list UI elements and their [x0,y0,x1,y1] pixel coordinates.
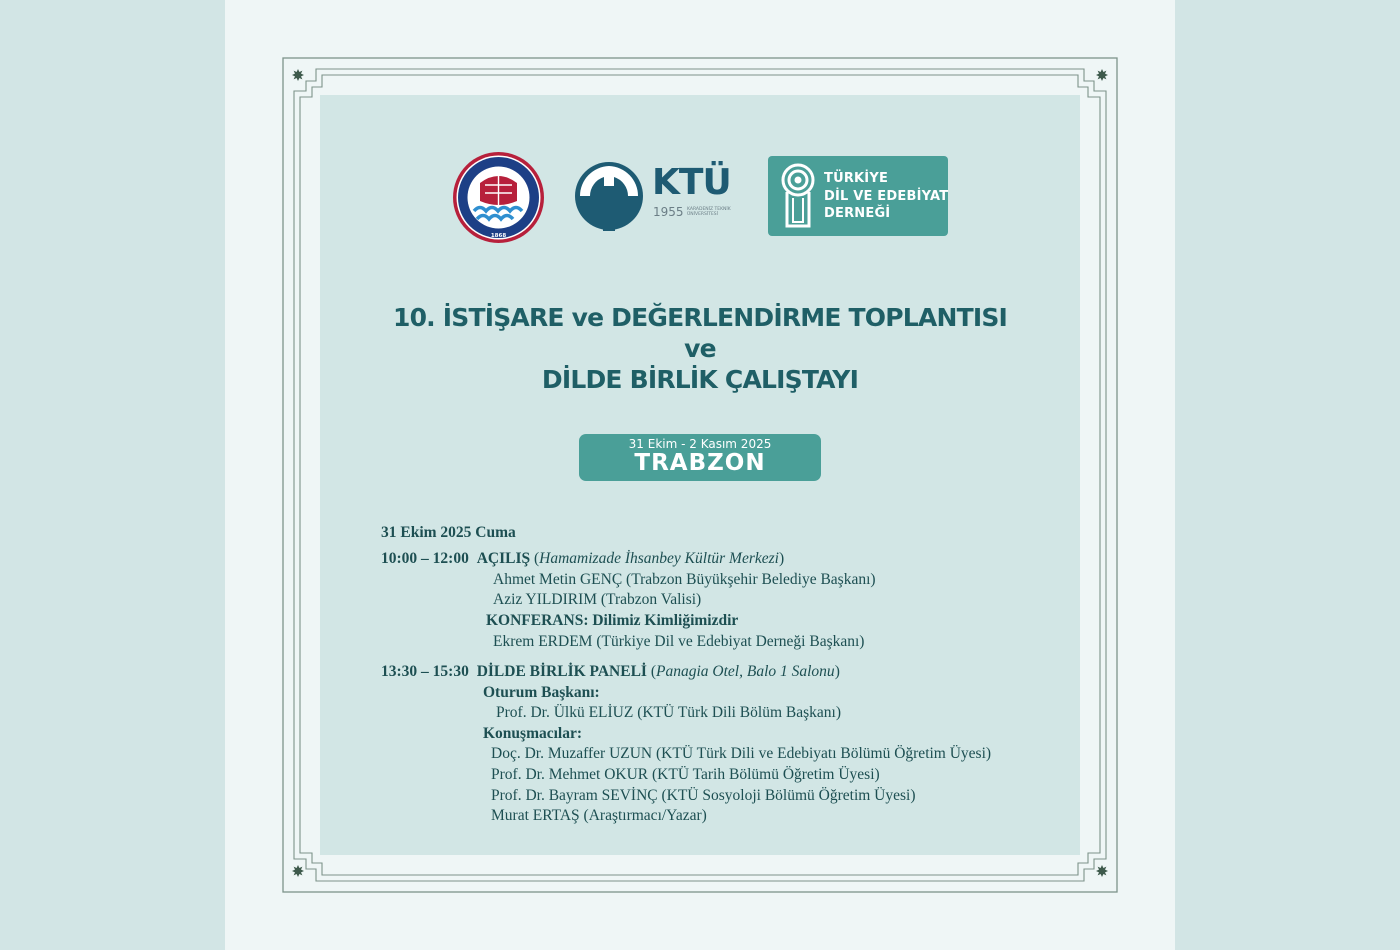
date-location-badge [579,434,821,481]
event-city: TRABZON [634,450,766,476]
conference-speaker: Ekrem ERDEM (Türkiye Dil ve Edebiyat Derneği Başkanı) [493,633,865,650]
tdd-name [824,170,948,223]
title-line3: DİLDE BİRLİK ÇALIŞTAYI [541,365,859,394]
panel-speaker: Murat ERTAŞ (Araştırmacı/Yazar) [491,807,707,824]
session1-header [381,549,784,569]
title-line1: 10. İSTİŞARE ve DEĞERLENDİRME TOPLANTISI [392,303,1008,332]
ktu-logo [574,160,736,232]
session2-time: 13:30 – 15:30 [381,663,469,680]
session2-title: DİLDE BİRLİK PANELİ [476,663,647,680]
panel-speaker: Prof. Dr. Mehmet OKUR (KTÜ Tarih Bölümü Öğretim Üyesi) [491,766,880,783]
session2-venue: Panagia Otel, Balo 1 Salonu [656,663,835,680]
tdd-line1: TÜRKİYE [824,171,889,186]
event-title [320,302,1080,395]
title-line2: ve [684,334,716,363]
panel-speaker: Prof. Dr. Bayram SEVİNÇ (KTÜ Sosyoloji Bölümü Öğretim Üyesi) [491,787,916,804]
ktu-emblem-icon [574,160,646,232]
session1-venue: Hamamizade İhsanbey Kültür Merkezi [539,550,779,567]
speakers-label: Konuşmacılar: [483,725,583,742]
event-dates: 31 Ekim - 2 Kasım 2025 [628,437,772,451]
svg-text:1868: 1868 [490,233,507,239]
tdd-line2: DİL VE EDEBİYAT [824,188,949,204]
chair-label: Oturum Başkanı: [483,684,600,701]
session-chair: Prof. Dr. Ülkü ELİUZ (KTÜ Türk Dili Bölüm Başkanı) [496,704,841,721]
session2-paren-close: ) [834,663,840,680]
ktu-subtitle: KARADENİZ TEKNİK ÜNİVERSİTESİ [687,207,731,217]
tdd-logo [768,156,948,236]
panel-speaker: Doç. Dr. Muzaffer UZUN (KTÜ Türk Dili ve Edebiyatı Bölümü Öğretim Üyesi) [491,745,992,762]
star-ornament-icon [292,865,304,877]
conference-title: KONFERANS: Dilimiz Kimliğimizdir [486,612,739,629]
ktu-year: 1955 [653,205,684,219]
tdd-emblem-icon [778,158,818,234]
session1-title: AÇILIŞ [476,550,531,567]
session1-paren-close: ) [778,550,785,567]
session2-header [381,662,840,682]
star-ornament-icon [1096,69,1108,81]
session2-paren-open: ( [646,663,657,680]
trabzon-municipality-logo [452,151,545,244]
star-ornament-icon [1096,865,1108,877]
session1-time: 10:00 – 12:00 [381,550,469,567]
star-ornament-icon [292,69,304,81]
program-day: 31 Ekim 2025 Cuma [381,524,516,541]
tdd-line3: DERNEĞİ [824,206,891,221]
session1-speaker: Aziz YILDIRIM (Trabzon Valisi) [493,591,702,608]
session1-paren-open: ( [530,550,540,567]
ktu-wordmark: KTÜ [652,162,731,203]
session1-speaker: Ahmet Metin GENÇ (Trabzon Büyükşehir Belediye Başkanı) [493,571,876,588]
